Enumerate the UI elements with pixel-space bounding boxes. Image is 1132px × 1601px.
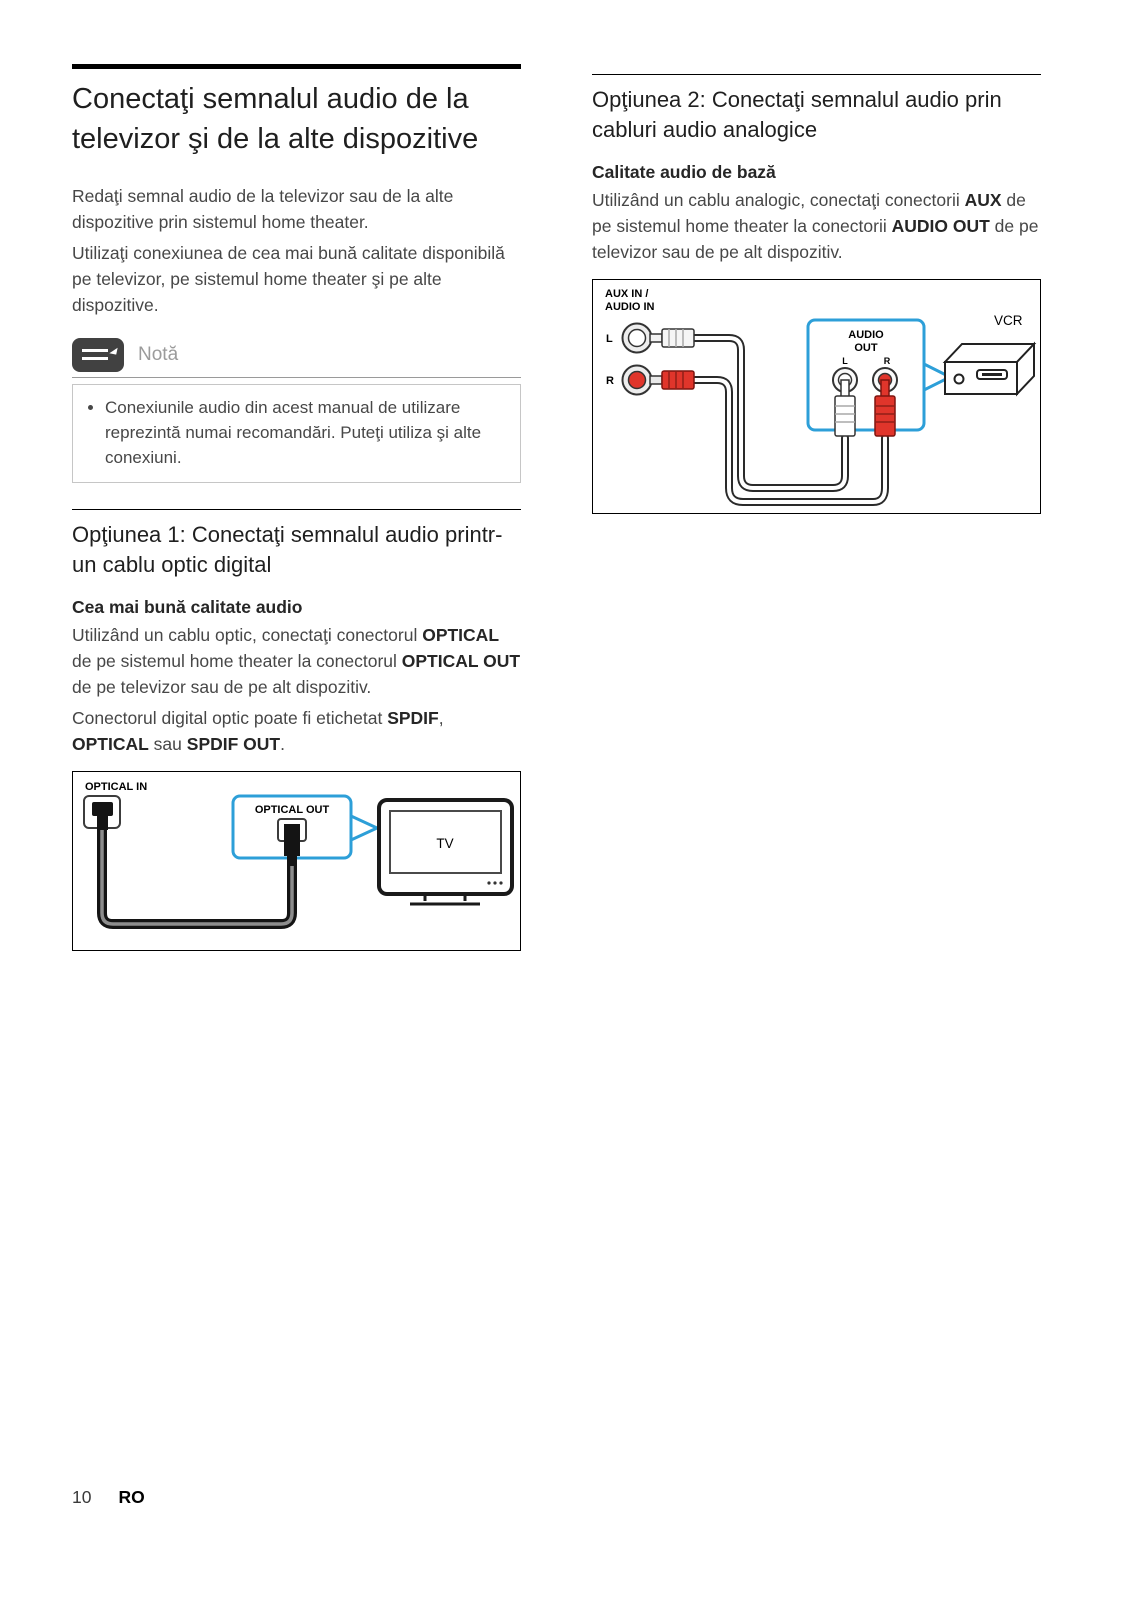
note-list [81, 395, 506, 470]
bold-term: AUX [964, 190, 1002, 210]
vcr-label: VCR [994, 313, 1023, 328]
note-icon [72, 338, 124, 372]
option1-subheading: Cea mai bună calitate audio [72, 597, 303, 617]
section-heading: Conectaţi semnalul audio de la televizor şi de la alte dispozitive [72, 83, 479, 155]
bold-term: OPTICAL [72, 734, 149, 754]
jack-r-label: R [883, 356, 891, 366]
bold-term: AUDIO OUT [891, 216, 990, 236]
analog-diagram-svg [593, 280, 1040, 513]
note-box [72, 384, 521, 483]
note-label: Notă [138, 344, 179, 365]
jack-l-label: L [842, 356, 848, 366]
analog-connection-diagram [592, 279, 1041, 514]
optical-out-label: OPTICAL OUT [254, 804, 330, 816]
language-code: RO [118, 1487, 145, 1507]
tv-label: TV [436, 836, 454, 851]
audio-out-callout [808, 320, 950, 436]
page-footer [72, 1487, 145, 1508]
optical-out-callout [233, 796, 377, 866]
tv-illustration [379, 800, 512, 904]
option2-paragraph-1: Utilizând un cablu analogic, conectaţi conectorii AUX de pe sistemul home theater la conectorii AUDIO OUT de pe televizor sau de pe alt dispozitiv. [592, 190, 1039, 262]
aux-r-jack-and-plug [623, 366, 695, 395]
note-block [72, 338, 521, 483]
option2-subheading: Calitate audio de bază [592, 162, 776, 182]
left-channel-label: L [606, 333, 613, 345]
right-column [592, 64, 1041, 514]
optical-connection-diagram [72, 771, 521, 951]
left-column [72, 64, 521, 951]
out-label: OUT [854, 342, 878, 354]
option1-heading: Opţiunea 1: Conectaţi semnalul audio printr-un cablu optic digital [72, 522, 503, 577]
bold-term: SPDIF [387, 708, 439, 728]
vcr-illustration [945, 313, 1034, 394]
subsection-rule [592, 74, 1041, 75]
optical-in-connector [84, 796, 120, 830]
right-channel-label: R [606, 375, 614, 387]
optical-in-label: OPTICAL IN [85, 781, 148, 793]
note-bullet: • Conexiunile audio din acest manual de utilizare reprezintă numai recomandări. Puteţi utiliza şi alte conexiuni. [105, 395, 506, 470]
bold-term: OPTICAL OUT [401, 651, 521, 671]
aux-in-label-line1: AUX IN / [605, 288, 649, 300]
optical-diagram-svg [73, 772, 520, 950]
audio-out-r-plug [873, 368, 897, 436]
option2-heading: Opţiunea 2: Conectaţi semnalul audio prin cabluri audio analogice [592, 87, 1002, 142]
intro-paragraph-1: Redaţi semnal audio de la televizor sau de la alte dispozitive prin sistemul home theater. [72, 186, 454, 232]
note-header [72, 338, 521, 378]
aux-l-jack-and-plug [623, 324, 695, 353]
section-top-rule [72, 64, 521, 69]
bold-term: SPDIF OUT [186, 734, 281, 754]
intro-paragraph-2: Utilizaţi conexiunea de cea mai bună calitate disponibilă pe televizor, pe sistemul home theater şi pe alte dispozitive. [72, 243, 505, 315]
subsection-rule [72, 509, 521, 510]
bold-term: OPTICAL [422, 625, 500, 645]
option1-paragraph-2: Conectorul digital optic poate fi etichetat SPDIF, OPTICAL sau SPDIF OUT. [72, 708, 444, 754]
audio-out-l-plug [833, 368, 857, 436]
option1-paragraph-1: Utilizând un cablu optic, conectaţi conectorul OPTICAL de pe sistemul home theater la conectorul OPTICAL OUT de pe televizor sau de pe alt dispozitiv. [72, 625, 521, 697]
aux-in-label-line2: AUDIO IN [605, 301, 655, 313]
page-number: 10 [72, 1487, 92, 1507]
audio-label: AUDIO [848, 329, 884, 341]
